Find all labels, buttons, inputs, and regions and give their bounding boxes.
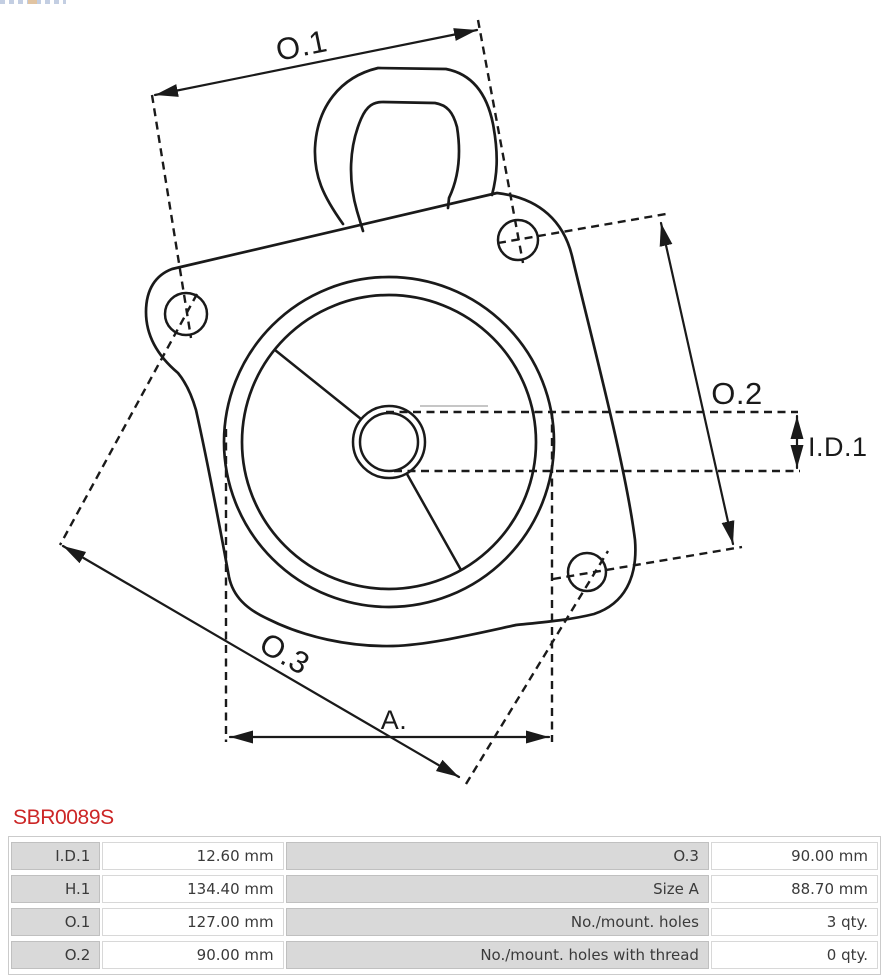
spec-label: No./mount. holes with thread — [286, 941, 709, 969]
spec-label: O.2 — [11, 941, 100, 969]
spec-value: 88.70 mm — [711, 875, 878, 903]
spec-value: 0 qty. — [711, 941, 878, 969]
sector-line-lower — [407, 474, 461, 570]
extension-line-o3-bottom — [466, 551, 608, 784]
lifting-eye-inner — [351, 102, 459, 231]
spec-label: H.1 — [11, 875, 100, 903]
dimension-line-o3 — [63, 546, 459, 777]
outer-rim-circle — [224, 277, 554, 607]
spec-value: 12.60 mm — [102, 842, 283, 870]
extension-line-o2-top — [498, 214, 666, 243]
spec-row — [11, 875, 878, 903]
spec-table — [8, 836, 881, 975]
hub-outer-circle — [353, 406, 425, 478]
extension-line-o3-top — [60, 294, 197, 545]
spec-value: 134.40 mm — [102, 875, 283, 903]
extension-line-o1-right — [478, 20, 523, 263]
dim-label-id1: I.D.1 — [808, 432, 868, 462]
spec-label: I.D.1 — [11, 842, 100, 870]
dim-label-o1: O.1 — [272, 23, 331, 68]
sector-line-upper — [275, 350, 361, 419]
spec-label: Size A — [286, 875, 709, 903]
spec-value: 90.00 mm — [711, 842, 878, 870]
dim-label-o2: O.2 — [711, 376, 763, 411]
spec-row — [11, 941, 878, 969]
inner-rim-circle — [242, 295, 536, 589]
spec-label: O.3 — [286, 842, 709, 870]
spec-label: No./mount. holes — [286, 908, 709, 936]
spec-value: 127.00 mm — [102, 908, 283, 936]
spec-row — [11, 908, 878, 936]
hub-inner-circle — [360, 413, 418, 471]
screen-edge-artifact — [0, 0, 66, 4]
cover-plate-outline — [146, 193, 635, 646]
spec-row — [11, 842, 878, 870]
spec-label: O.1 — [11, 908, 100, 936]
extension-line-o1-left — [152, 95, 191, 338]
spec-value: 90.00 mm — [102, 941, 283, 969]
dim-label-a: A. — [380, 705, 408, 735]
spec-value: 3 qty. — [711, 908, 878, 936]
extension-line-o2-bottom — [553, 547, 742, 579]
dim-label-o3: O.3 — [253, 625, 316, 682]
part-number-link[interactable]: SBR0089S — [13, 806, 114, 829]
